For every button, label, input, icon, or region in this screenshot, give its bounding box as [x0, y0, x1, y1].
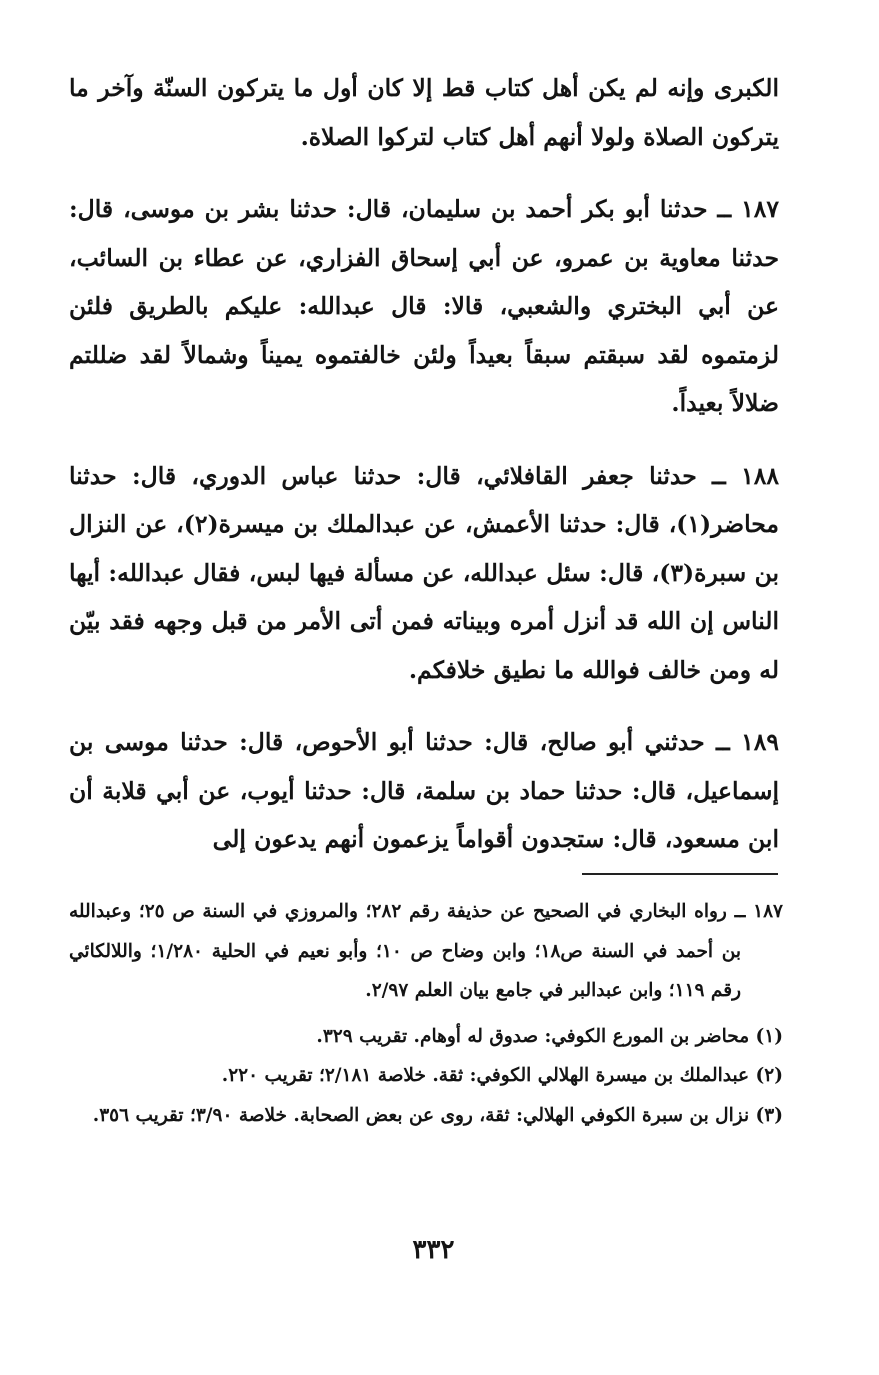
takhrij-note: ١٨٧ ــ رواه البخاري في الصحيح عن حذيفة رقم ٢٨٢؛ والمروزي في السنة ص ٢٥؛ وعبدالله بن أحمد في السنة ص١٨؛ وابن وضاح ص ١٠؛ وأبو نعيم في الحلية ١/٢٨٠؛ واللالكائي رقم ١١٩؛ وابن عبدالبر في جامع بيان العلم ٢/٩٧. — [69, 901, 783, 1001]
hadith-188: ١٨٨ ــ حدثنا جعفر القافلائي، قال: حدثنا عباس الدوري، قال: حدثنا محاضر(١)، قال: حدثنا الأعمش، عن عبدالملك بن ميسرة(٢)، عن النزال بن سبرة(٣)، قال: سئل عبدالله، عن مسألة فيها لبس، فقال عبدالله: أيها الناس إن الله قد أنزل أمره وبيناته فمن أتى الأمر من قبل وجهه فقد بيّن له ومن خالف فوالله ما نطيق خلافكم. — [69, 461, 780, 684]
hadith-187: ١٨٧ ــ حدثنا أبو بكر أحمد بن سليمان، قال: حدثنا بشر بن موسى، قال: حدثنا معاوية بن عمرو، عن أبي إسحاق الفزاري، عن عطاء بن السائب، عن أبي البختري والشعبي، قالا: قال عبدالله: عليكم بالطريق فلئن لزمتموه لقد سبقتم سبقاً بعيداً ولئن خالفتموه يميناً وشمالاً لقد ضللتم ضلالاً بعيداً. — [69, 195, 779, 417]
footnotes — [69, 892, 783, 1135]
footnote-1: (١) محاضر بن المورع الكوفي: صدوق له أوهام. تقريب ٣٢٩. — [316, 1025, 783, 1047]
footnote-3: (٣) نزال بن سبرة الكوفي الهلالي: ثقة، روى عن بعض الصحابة. خلاصة ٣/٩٠؛ تقريب ٣٥٦. — [92, 1104, 783, 1126]
continuation-paragraph: الكبرى وإنه لم يكن أهل كتاب قط إلا كان أول ما يتركون السنّة وآخر ما يتركون الصلاة ولولا أنهم أهل كتاب لتركوا الصلاة. — [69, 74, 779, 151]
footnote-2: (٢) عبدالملك بن ميسرة الهلالي الكوفي: ثقة. خلاصة ٢/١٨١؛ تقريب ٢٢٠. — [221, 1065, 783, 1086]
footnote-divider — [582, 873, 778, 875]
page-number: ٣٣٢ — [412, 1235, 455, 1265]
main-text — [69, 64, 779, 864]
hadith-189: ١٨٩ ــ حدثني أبو صالح، قال: حدثنا أبو الأحوص، قال: حدثنا موسى بن إسماعيل، قال: حدثنا حماد بن سلمة، قال: حدثنا أيوب، عن أبي قلابة أن ابن مسعود، قال: ستجدون أقواماً يزعمون أنهم يدعون إلى — [69, 728, 779, 853]
